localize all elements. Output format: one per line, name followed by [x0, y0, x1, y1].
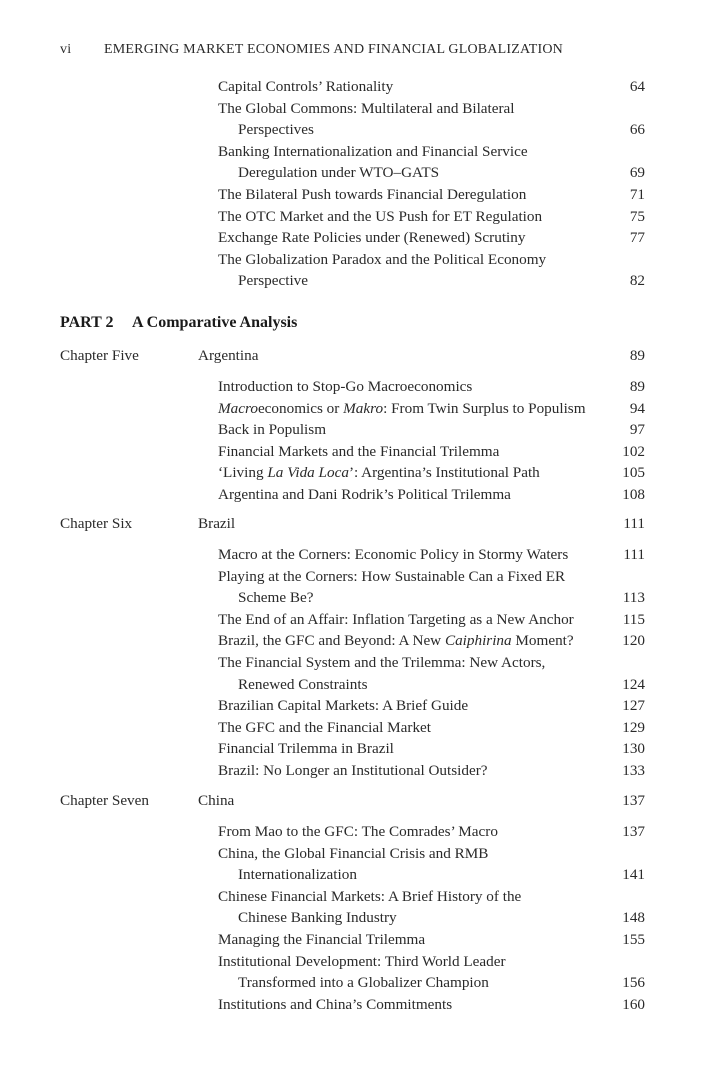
toc-entry	[218, 419, 645, 441]
toc-entry	[218, 566, 645, 609]
chapter-heading	[0, 345, 720, 367]
toc-entry	[218, 760, 645, 782]
chapter-title: Brazil	[198, 515, 236, 532]
entry-title: Exchange Rate Policies under (Renewed) Scrutiny	[218, 229, 526, 247]
entry-page: 129	[622, 718, 645, 736]
part-title: A Comparative Analysis	[132, 314, 298, 331]
chapter-label: Chapter Five	[60, 347, 139, 364]
toc-entry	[218, 398, 645, 420]
entry-title: Capital Controls’ Rationality	[218, 78, 394, 95]
entry-page: 137	[622, 823, 645, 840]
entry-page: 89	[629, 378, 645, 395]
chapter-page: 89	[629, 347, 645, 364]
entry-page: 115	[622, 610, 645, 628]
toc-entry	[218, 484, 645, 506]
entry-page: 64	[629, 78, 645, 95]
toc-entry	[218, 821, 645, 843]
entry-page: 148	[622, 909, 645, 927]
running-head-title: EMERGING MARKET ECONOMIES AND FINANCIAL GLOBALIZATION	[104, 42, 563, 57]
entry-page: 127	[622, 697, 645, 715]
toc-entry	[218, 886, 645, 929]
chapter-six	[0, 513, 720, 782]
entry-title-caiphirina: Brazil, the GFC and Beyond: A New Caiphirina Moment?	[218, 632, 574, 650]
entry-title: Financial Markets and the Financial Trilemma	[218, 442, 500, 460]
chapter-page: 137	[622, 792, 645, 809]
entry-page: 94	[629, 399, 645, 417]
toc-entry	[218, 609, 645, 631]
entry-page: 111	[623, 546, 645, 563]
chapter-title: Argentina	[198, 347, 259, 364]
toc-entry	[218, 76, 645, 98]
entry-title: Brazilian Capital Markets: A Brief Guide	[218, 697, 469, 715]
toc-entry	[218, 98, 645, 141]
chapter-page: 111	[623, 515, 645, 532]
chapter-title: China	[198, 792, 235, 809]
toc-entry	[218, 994, 645, 1016]
entry-page: 120	[622, 632, 645, 650]
entry-title: Back in Populism	[218, 421, 327, 439]
entry-page: 77	[629, 229, 645, 247]
entry-page: 141	[622, 866, 645, 884]
entry-title-continued: Chinese Banking Industry	[238, 909, 397, 927]
entry-title: Brazil: No Longer an Institutional Outsider?	[218, 761, 488, 779]
entry-title-continued: Deregulation under WTO–GATS	[238, 164, 440, 182]
chapter-heading	[0, 513, 720, 535]
toc-entry	[218, 141, 645, 184]
chapter-label: Chapter Seven	[60, 792, 149, 809]
entry-page: 105	[622, 464, 645, 482]
entry-page: 155	[622, 930, 645, 948]
entry-page: 71	[629, 185, 645, 203]
entry-title: The OTC Market and the US Push for ET Regulation	[218, 207, 543, 225]
entry-title-continued: Scheme Be?	[238, 589, 314, 607]
entry-title: The Global Commons: Multilateral and Bilateral	[218, 99, 515, 117]
entry-page: 102	[622, 442, 645, 460]
entry-title: Financial Trilemma in Brazil	[218, 740, 394, 758]
part-number: PART 2	[60, 314, 114, 331]
toc-entry	[218, 227, 645, 249]
entry-title: From Mao to the GFC: The Comrades’ Macro	[218, 823, 498, 840]
chapter-heading	[0, 790, 720, 812]
toc-entry	[218, 843, 645, 886]
entry-title: Banking Internationalization and Financial Service	[218, 142, 528, 160]
toc-entry	[218, 630, 645, 652]
toc-entry	[218, 652, 645, 695]
running-head	[60, 42, 660, 58]
entry-title-continued: Transformed into a Globalizer Champion	[238, 974, 489, 992]
toc-entry	[218, 206, 645, 228]
entry-title-macro-makro: Macroeconomics or Makro: From Twin Surplus to Populism	[218, 399, 586, 417]
toc-entry	[218, 376, 645, 398]
toc-entry	[218, 184, 645, 206]
entry-title: Playing at the Corners: How Sustainable Can a Fixed ER	[218, 567, 566, 585]
chapter-five	[0, 345, 720, 506]
entry-title: Macro at the Corners: Economic Policy in Stormy Waters	[218, 546, 569, 563]
entry-title: The GFC and the Financial Market	[218, 718, 431, 736]
entry-page: 108	[622, 485, 645, 503]
entry-page: 133	[622, 761, 645, 779]
entry-title: The End of an Affair: Inflation Targeting as a New Anchor	[218, 610, 574, 628]
entry-title: Introduction to Stop-Go Macroeconomics	[218, 378, 473, 395]
toc-entry	[218, 951, 645, 994]
entry-title-continued: Renewed Constraints	[238, 675, 368, 693]
continued-entries	[0, 76, 720, 292]
entry-page: 66	[629, 121, 645, 139]
entry-title-vida-loca: ‘Living La Vida Loca’: Argentina’s Institutional Path	[218, 464, 540, 482]
entry-page: 75	[629, 207, 645, 225]
toc-entry	[218, 544, 645, 566]
entry-title: China, the Global Financial Crisis and RMB	[218, 844, 489, 862]
entry-title-continued: Internationalization	[238, 866, 357, 884]
entry-page: 82	[629, 272, 645, 290]
entry-page: 130	[622, 740, 645, 758]
entry-page: 69	[629, 164, 645, 182]
toc-entry	[218, 717, 645, 739]
page-folio: vi	[60, 42, 72, 57]
entry-title: The Financial System and the Trilemma: New Actors,	[218, 653, 546, 671]
entry-title: The Globalization Paradox and the Political Economy	[218, 250, 547, 268]
entry-title: Institutions and China’s Commitments	[218, 995, 453, 1013]
chapter-label: Chapter Six	[60, 515, 133, 532]
entry-page: 160	[622, 995, 645, 1013]
entry-title: Managing the Financial Trilemma	[218, 930, 426, 948]
entry-title: Argentina and Dani Rodrik’s Political Trilemma	[218, 485, 511, 503]
toc-entry	[218, 738, 645, 760]
entry-page: 124	[622, 675, 645, 693]
entry-page: 113	[622, 589, 645, 607]
toc-entry	[218, 441, 645, 463]
entry-title-continued: Perspective	[238, 272, 309, 290]
entry-title: Institutional Development: Third World Leader	[218, 952, 506, 970]
entry-title: Chinese Financial Markets: A Brief History of the	[218, 887, 522, 905]
chapter-seven	[0, 790, 720, 1015]
entry-title: The Bilateral Push towards Financial Deregulation	[218, 185, 527, 203]
entry-title-continued: Perspectives	[238, 121, 314, 139]
toc-entry	[218, 249, 645, 292]
toc-entry	[218, 695, 645, 717]
entry-page: 97	[629, 421, 645, 439]
entry-page: 156	[622, 974, 645, 992]
part-heading	[60, 314, 297, 332]
toc-entry	[218, 462, 645, 484]
toc-entry	[218, 929, 645, 951]
